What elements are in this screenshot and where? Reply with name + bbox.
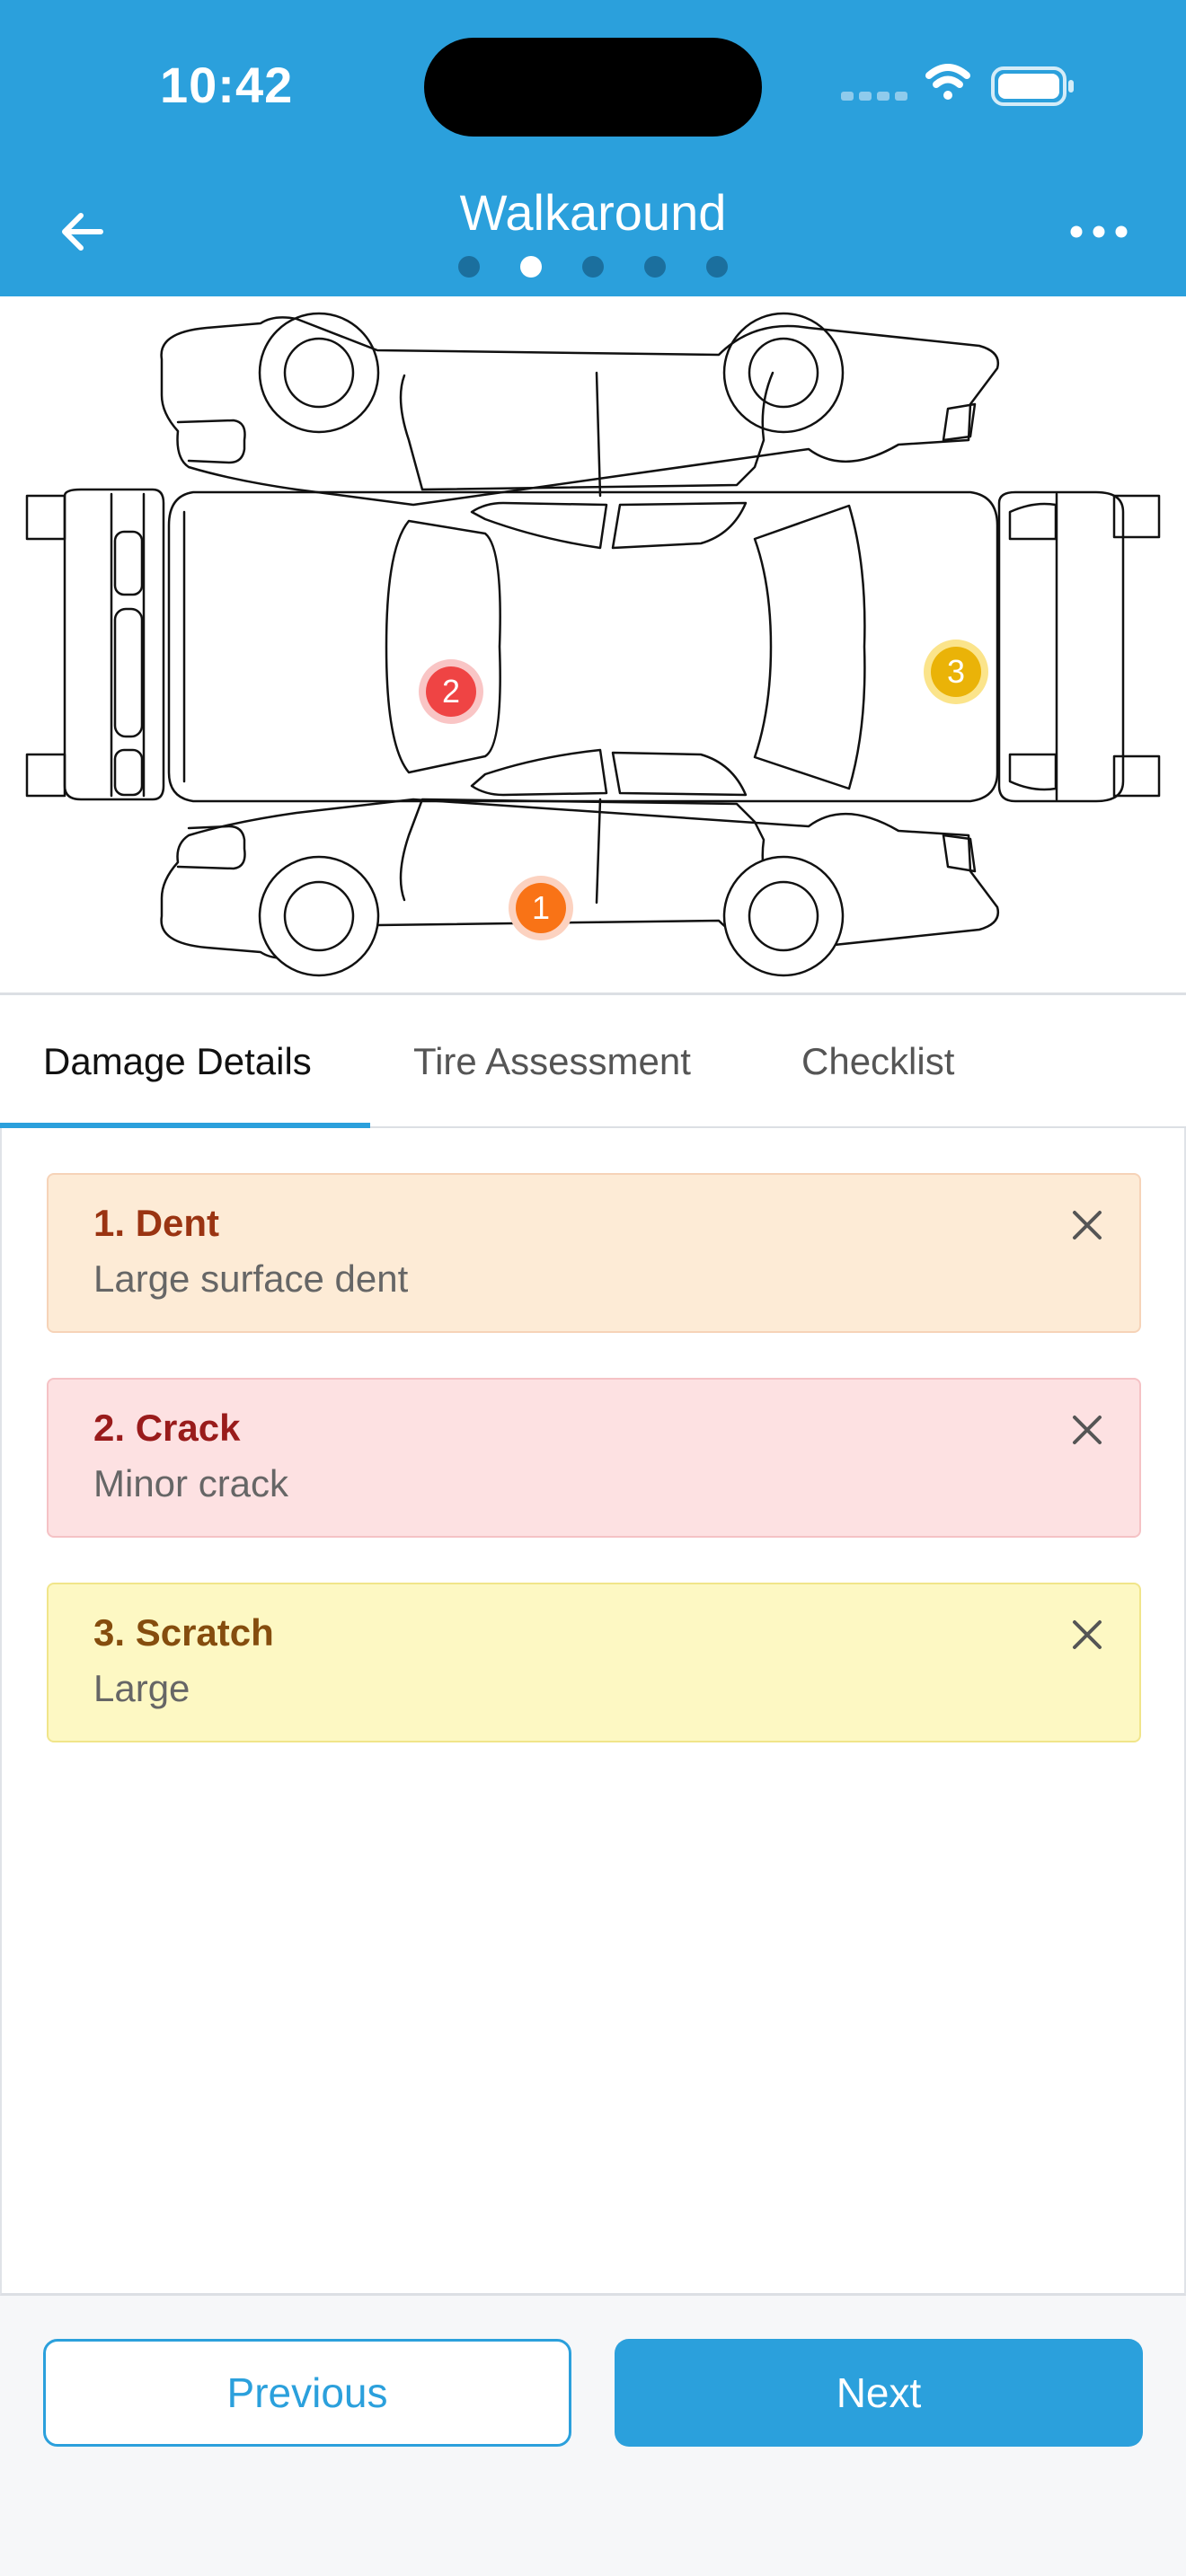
damage-marker-2-label: 2 xyxy=(426,666,476,717)
step-indicator xyxy=(449,253,737,280)
vehicle-damage-diagram[interactable] xyxy=(0,296,1186,995)
navigation-footer xyxy=(0,2296,1186,2576)
damage-card-3[interactable] xyxy=(47,1583,1141,1742)
close-icon xyxy=(1069,1207,1105,1243)
signal-icon xyxy=(841,92,907,101)
status-time: 10:42 xyxy=(160,57,294,113)
damage-marker-3[interactable] xyxy=(924,640,988,704)
car-rear-view xyxy=(999,492,1159,801)
damage-marker-3-label: 3 xyxy=(931,647,981,697)
damage-details-panel xyxy=(0,1128,1186,2296)
previous-button[interactable]: Previous xyxy=(43,2339,571,2447)
remove-damage-button[interactable] xyxy=(1060,1198,1114,1252)
status-icons xyxy=(836,56,1078,119)
remove-damage-button[interactable] xyxy=(1060,1403,1114,1457)
damage-card-1[interactable] xyxy=(47,1173,1141,1333)
car-outline-diagram xyxy=(0,296,1186,992)
page-title: Walkaround xyxy=(459,184,727,241)
step-dot xyxy=(644,256,666,278)
damage-card-title: 3. Scratch xyxy=(93,1611,274,1654)
damage-card-title: 2. Crack xyxy=(93,1407,241,1449)
car-front-view xyxy=(27,490,164,799)
step-dot xyxy=(458,256,480,278)
close-icon xyxy=(1069,1412,1105,1448)
tab-checklist[interactable]: Checklist xyxy=(801,1040,955,1082)
car-side-bottom-view xyxy=(162,799,998,975)
more-horizontal-icon xyxy=(1067,223,1130,241)
tab-damage-details[interactable]: Damage Details xyxy=(43,1040,312,1082)
section-tabs xyxy=(0,995,1186,1128)
tab-tire-assessment[interactable]: Tire Assessment xyxy=(413,1040,691,1082)
step-dot-active xyxy=(520,256,542,278)
next-button[interactable]: Next xyxy=(615,2339,1143,2447)
damage-card-title: 1. Dent xyxy=(93,1202,220,1244)
step-dot xyxy=(706,256,728,278)
damage-card-description: Minor crack xyxy=(93,1462,289,1504)
more-options-button[interactable] xyxy=(1058,196,1139,268)
damage-card-description: Large xyxy=(93,1667,190,1709)
wifi-icon xyxy=(929,67,967,100)
step-dot xyxy=(582,256,604,278)
remove-damage-button[interactable] xyxy=(1060,1608,1114,1662)
battery-icon xyxy=(993,68,1074,104)
damage-card-2[interactable] xyxy=(47,1378,1141,1538)
damage-marker-1[interactable] xyxy=(509,876,573,940)
damage-marker-1-label: 1 xyxy=(516,883,566,933)
damage-card-description: Large surface dent xyxy=(93,1257,409,1300)
close-icon xyxy=(1069,1617,1105,1653)
damage-marker-2[interactable] xyxy=(419,659,483,724)
car-side-top-view xyxy=(162,313,998,505)
dynamic-island xyxy=(424,38,762,137)
app-header xyxy=(0,0,1186,296)
car-top-view xyxy=(169,492,997,801)
